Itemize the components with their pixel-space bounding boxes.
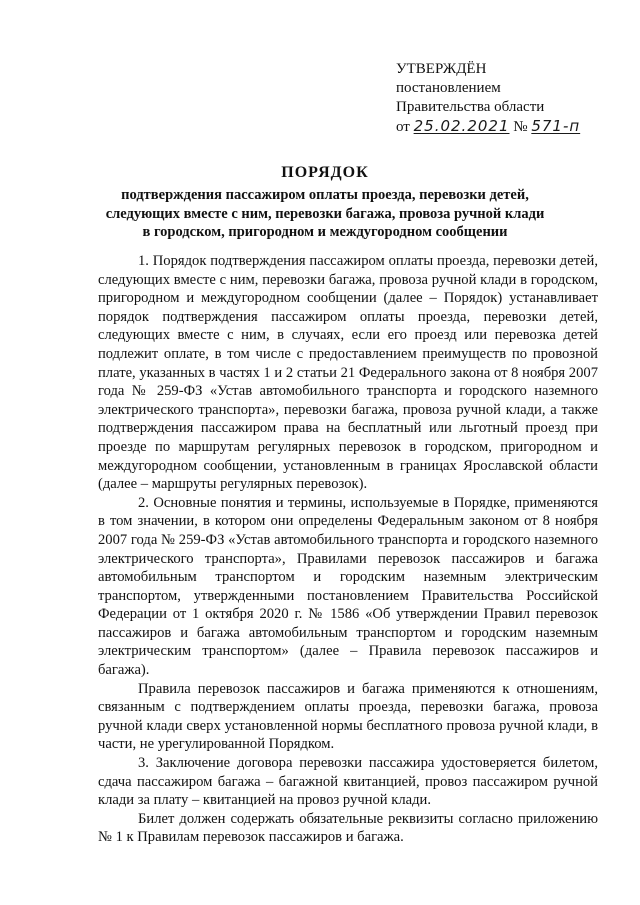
approval-heading: УТВЕРЖДЁН bbox=[396, 61, 487, 77]
number-prefix: № bbox=[513, 119, 528, 135]
document-subtitle: подтверждения пассажиром оплаты проезда, перевозки детей, следующих вместе с ним, перевозки багажа, провоза ручной клади в городском, пригородном и междугородном сообщении bbox=[105, 187, 545, 240]
paragraph-4: 3. Заключение договора перевозки пассажира удостоверяется билетом, сдача пассажиром багажа – багажной квитанцией, провоз пассажиром ручной клади за плату – квитанцией на провоз ручной клади. bbox=[98, 755, 598, 809]
approval-line-1: постановлением bbox=[396, 80, 501, 96]
document-body bbox=[98, 252, 598, 847]
paragraph-2: 2. Основные понятия и термины, используемые в Порядке, применяются в том значении, в котором они определены Федеральным законом от 8 ноября 2007 года № 259-ФЗ «Устав автомобильного транспорта и городского наземного электрического транспорта», Правилами перевозок пассажиров и багажа автомобильным транспортом и городским наземным электрическим транспортом, утвержденными постановлением Правительства Российской Федерации от 1 октября 2020 г. № 1586 «Об утверждении Правил перевозок пассажиров и багажа автомобильным транспортом и городским наземным электрическим транспортом» (далее – Правила перевозок пассажиров и багажа). bbox=[98, 494, 598, 679]
handwritten-number: 571-п bbox=[531, 117, 581, 135]
date-prefix: от bbox=[396, 119, 410, 135]
paragraph-3: Правила перевозок пассажиров и багажа применяются к отношениям, связанным с подтверждением оплаты проезда, перевозки багажа, провоза ручной клади сверх установленной нормы бесплатного провоза ручной клади, в части, не урегулированной Порядком. bbox=[98, 680, 598, 753]
document-title: ПОРЯДОК bbox=[281, 164, 369, 181]
paragraph-1: 1. Порядок подтверждения пассажиром оплаты проезда, перевозки детей, следующих вместе с ним, перевозки багажа, провоза ручной клади в городском, пригородном и междугородном сообщении (далее – Порядок) устанавливает порядок подтверждения пассажиром оплаты проезда, перевозки детей, следующих вместе с ним, в случаях, если его проезд или перевозка детей подлежит оплате, в том числе с предоставлением преимуществ по провозной плате, указанных в частях 1 и 2 статьи 21 Федерального закона от 8 ноября 2007 года № 259-ФЗ «Устав автомобильного транспорта и городского наземного электрического транспорта», перевозки багажа, провоза ручной клади, а также подтверждения пассажиром права на бесплатный или льготный проезд при проезде по маршрутам регулярных перевозок в городском, пригородном и междугородном сообщении, установленным в границах Ярославской области (далее – маршруты регулярных перевозок). bbox=[98, 253, 598, 493]
title-block bbox=[100, 162, 550, 242]
paragraph-5: Билет должен содержать обязательные реквизиты согласно приложению № 1 к Правилам перевозок пассажиров и багажа. bbox=[98, 810, 598, 846]
approval-stamp bbox=[396, 60, 626, 137]
approval-date-line bbox=[396, 117, 626, 137]
approval-line-2: Правительства области bbox=[396, 99, 545, 115]
handwritten-date: 25.02.2021 bbox=[413, 117, 510, 135]
